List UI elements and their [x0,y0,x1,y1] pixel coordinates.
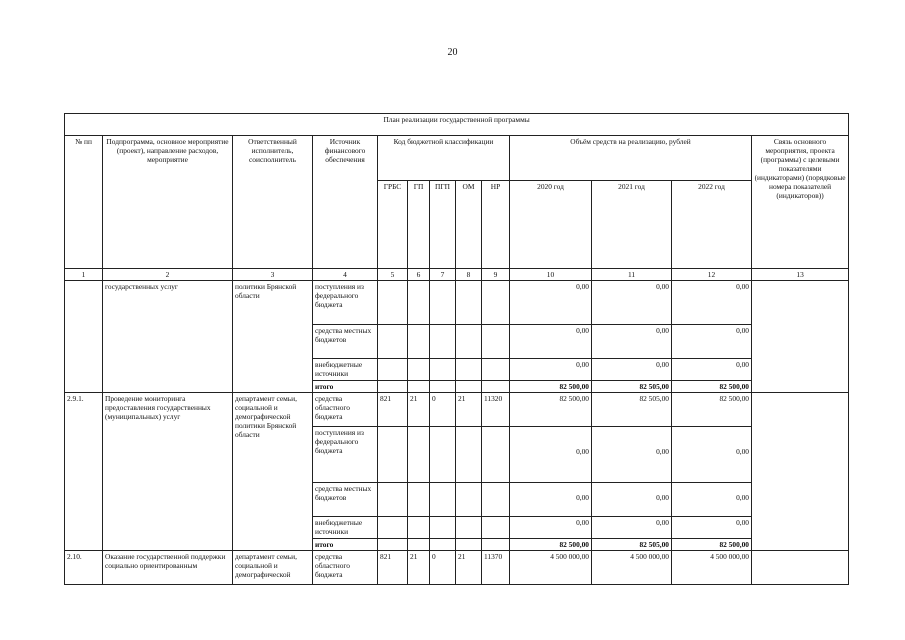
header-link: Связь основного мероприятия, проекта (программы) с целевыми показателями (индикаторами) (порядковые номера показателей (индикаторов)) [752,136,849,269]
cell-om: 21 [456,393,482,427]
cell-responsible: департамент семьи, социальной и демографической [233,551,313,585]
col-number: 5 [378,269,408,281]
cell-2022: 82 500,00 [672,381,752,393]
cell-np: 11370 [482,551,510,585]
cell-source: поступления из федерального бюджета [313,281,378,325]
header-grbs: ГРБС [378,181,408,269]
header-source: Источник финансового обеспечения [313,136,378,269]
cell-2021: 0,00 [592,281,672,325]
cell-2020: 0,00 [510,427,592,483]
header-num: № пп [65,136,103,269]
cell-2020: 82 500,00 [510,539,592,551]
cell-2021: 0,00 [592,517,672,539]
header-budget-code: Код бюджетной классификации [378,136,510,181]
col-number: 7 [430,269,456,281]
cell-2020: 82 500,00 [510,381,592,393]
table-row [65,281,849,325]
cell-2022: 0,00 [672,517,752,539]
header-subprogram: Подпрограмма, основное мероприятие (проект), направление расходов, мероприятие [103,136,233,269]
col-number: 8 [456,269,482,281]
implementation-plan-table [64,113,849,585]
cell-2022: 0,00 [672,359,752,381]
cell-2022: 0,00 [672,427,752,483]
header-2020: 2020 год [510,181,592,269]
col-number: 12 [672,269,752,281]
header-pgp: ПГП [430,181,456,269]
cell-source: средства областного бюджета [313,551,378,585]
cell-subprogram: Проведение мониторинга предоставления государственных (муниципальных) услуг [103,393,233,551]
cell-grbs: 821 [378,551,408,585]
cell-2022: 0,00 [672,483,752,517]
cell-2021: 4 500 000,00 [592,551,672,585]
cell-2022: 82 500,00 [672,539,752,551]
cell-source: средства местных бюджетов [313,325,378,359]
col-number: 11 [592,269,672,281]
cell-subprogram: Оказание государственной поддержки социально ориентированным [103,551,233,585]
table-title: План реализации государственной программы [65,114,849,136]
col-number: 1 [65,269,103,281]
cell-responsible: департамент семьи, социальной и демографической политики Брянской области [233,393,313,551]
header-om: ОМ [456,181,482,269]
header-np: НР [482,181,510,269]
col-number: 2 [103,269,233,281]
cell-gp: 21 [408,551,430,585]
cell-source: внебюджетные источники [313,359,378,381]
cell-source: итого [313,539,378,551]
cell-om: 21 [456,551,482,585]
col-number: 6 [408,269,430,281]
page-number: 20 [447,47,458,58]
cell-2021: 0,00 [592,427,672,483]
cell-2022: 82 500,00 [672,393,752,427]
cell-2020: 0,00 [510,325,592,359]
cell-num: 2.10. [65,551,103,585]
header-responsible: Ответственный исполнитель, соисполнитель [233,136,313,269]
cell-source: средства областного бюджета [313,393,378,427]
header-2021: 2021 год [592,181,672,269]
cell-num [65,281,103,393]
cell-2020: 82 500,00 [510,393,592,427]
table-row [65,393,849,427]
cell-gp: 21 [408,393,430,427]
cell-2022: 4 500 000,00 [672,551,752,585]
cell-np: 11320 [482,393,510,427]
cell-source: поступления из федерального бюджета [313,427,378,483]
cell-2020: 0,00 [510,281,592,325]
cell-2021: 82 505,00 [592,381,672,393]
cell-2022: 0,00 [672,325,752,359]
cell-num: 2.9.1. [65,393,103,551]
col-number: 4 [313,269,378,281]
cell-pgp: 0 [430,393,456,427]
cell-2020: 0,00 [510,517,592,539]
cell-responsible: политики Брянской области [233,281,313,393]
cell-pgp: 0 [430,551,456,585]
col-number: 3 [233,269,313,281]
header-gp: ГП [408,181,430,269]
cell-2021: 82 505,00 [592,539,672,551]
cell-2020: 4 500 000,00 [510,551,592,585]
col-number: 9 [482,269,510,281]
cell-2020: 0,00 [510,359,592,381]
cell-subprogram: государственных услуг [103,281,233,393]
cell-source: итого [313,381,378,393]
header-2022: 2022 год [672,181,752,269]
col-number: 13 [752,269,849,281]
cell-2021: 0,00 [592,483,672,517]
cell-2021: 0,00 [592,359,672,381]
header-volume: Объём средств на реализацию, рублей [510,136,752,181]
cell-2021: 82 505,00 [592,393,672,427]
cell-2021: 0,00 [592,325,672,359]
table-row [65,551,849,585]
col-number: 10 [510,269,592,281]
cell-2022: 0,00 [672,281,752,325]
cell-source: средства местных бюджетов [313,483,378,517]
cell-grbs: 821 [378,393,408,427]
cell-source: внебюджетные источники [313,517,378,539]
cell-2020: 0,00 [510,483,592,517]
